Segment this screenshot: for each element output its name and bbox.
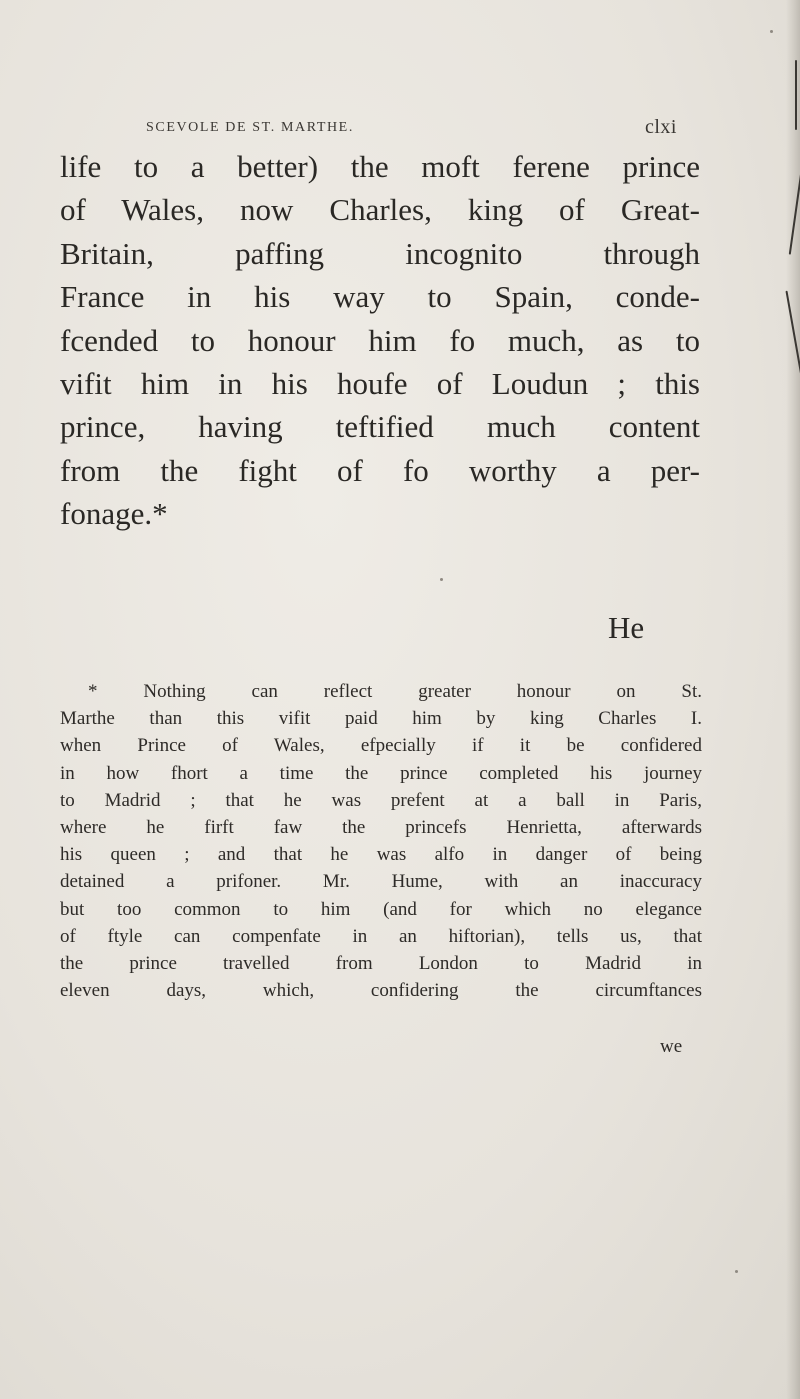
footnote-line: the prince travelled from London to Madrid in	[60, 952, 702, 974]
text-line: prince, having teftified much content	[60, 409, 700, 445]
page-edge-shadow	[786, 0, 800, 1399]
footnote-line: his queen ; and that he was alfo in danger of being	[60, 844, 702, 866]
paper-speck	[770, 30, 773, 33]
footnote-line: of ftyle can compenfate in an hiftorian), tells us, that	[60, 925, 702, 947]
text-line: fonage.*	[60, 496, 168, 532]
text-line: France in his way to Spain, conde-	[60, 279, 700, 315]
footnote-line: where he firft faw the princefs Henrietta, afterwards	[60, 816, 702, 838]
text-line: Britain, paffing incognito through	[60, 235, 700, 271]
footnote	[60, 678, 702, 1004]
paper-speck	[440, 578, 443, 581]
footnote-line: eleven days, which, confidering the circumftances	[60, 980, 702, 1002]
running-head-title: SCEVOLE DE ST. MARTHE.	[146, 120, 354, 135]
footnote-line: but too common to him (and for which no elegance	[60, 898, 702, 920]
text-line: of Wales, now Charles, king of Great-	[60, 192, 700, 228]
catchword: He	[608, 610, 645, 645]
paper-speck	[735, 1270, 738, 1273]
footnote-line: Marthe than this vifit paid him by king Charles I.	[60, 708, 702, 730]
running-head	[0, 116, 800, 142]
footnote-line: to Madrid ; that he was prefent at a ball in Paris,	[60, 789, 702, 811]
text-line: vifit him in his houfe of Loudun ; this	[60, 365, 700, 401]
footnote-line: when Prince of Wales, efpecially if it be confidered	[60, 735, 702, 757]
text-line: life to a better) the moft ferene prince	[60, 149, 700, 184]
body-text	[60, 145, 700, 536]
page-number: clxi	[645, 116, 677, 138]
footnote-line: in how fhort a time the prince completed his journey	[60, 762, 702, 784]
text-line: from the fight of fo worthy a per-	[60, 452, 700, 488]
footnote-line: * Nothing can reflect greater honour on St.	[88, 681, 702, 702]
footnote-line: detained a prifoner. Mr. Hume, with an inaccuracy	[60, 871, 702, 893]
text-line: fcended to honour him fo much, as to	[60, 322, 700, 358]
footnote-catchword: we	[660, 1036, 683, 1057]
